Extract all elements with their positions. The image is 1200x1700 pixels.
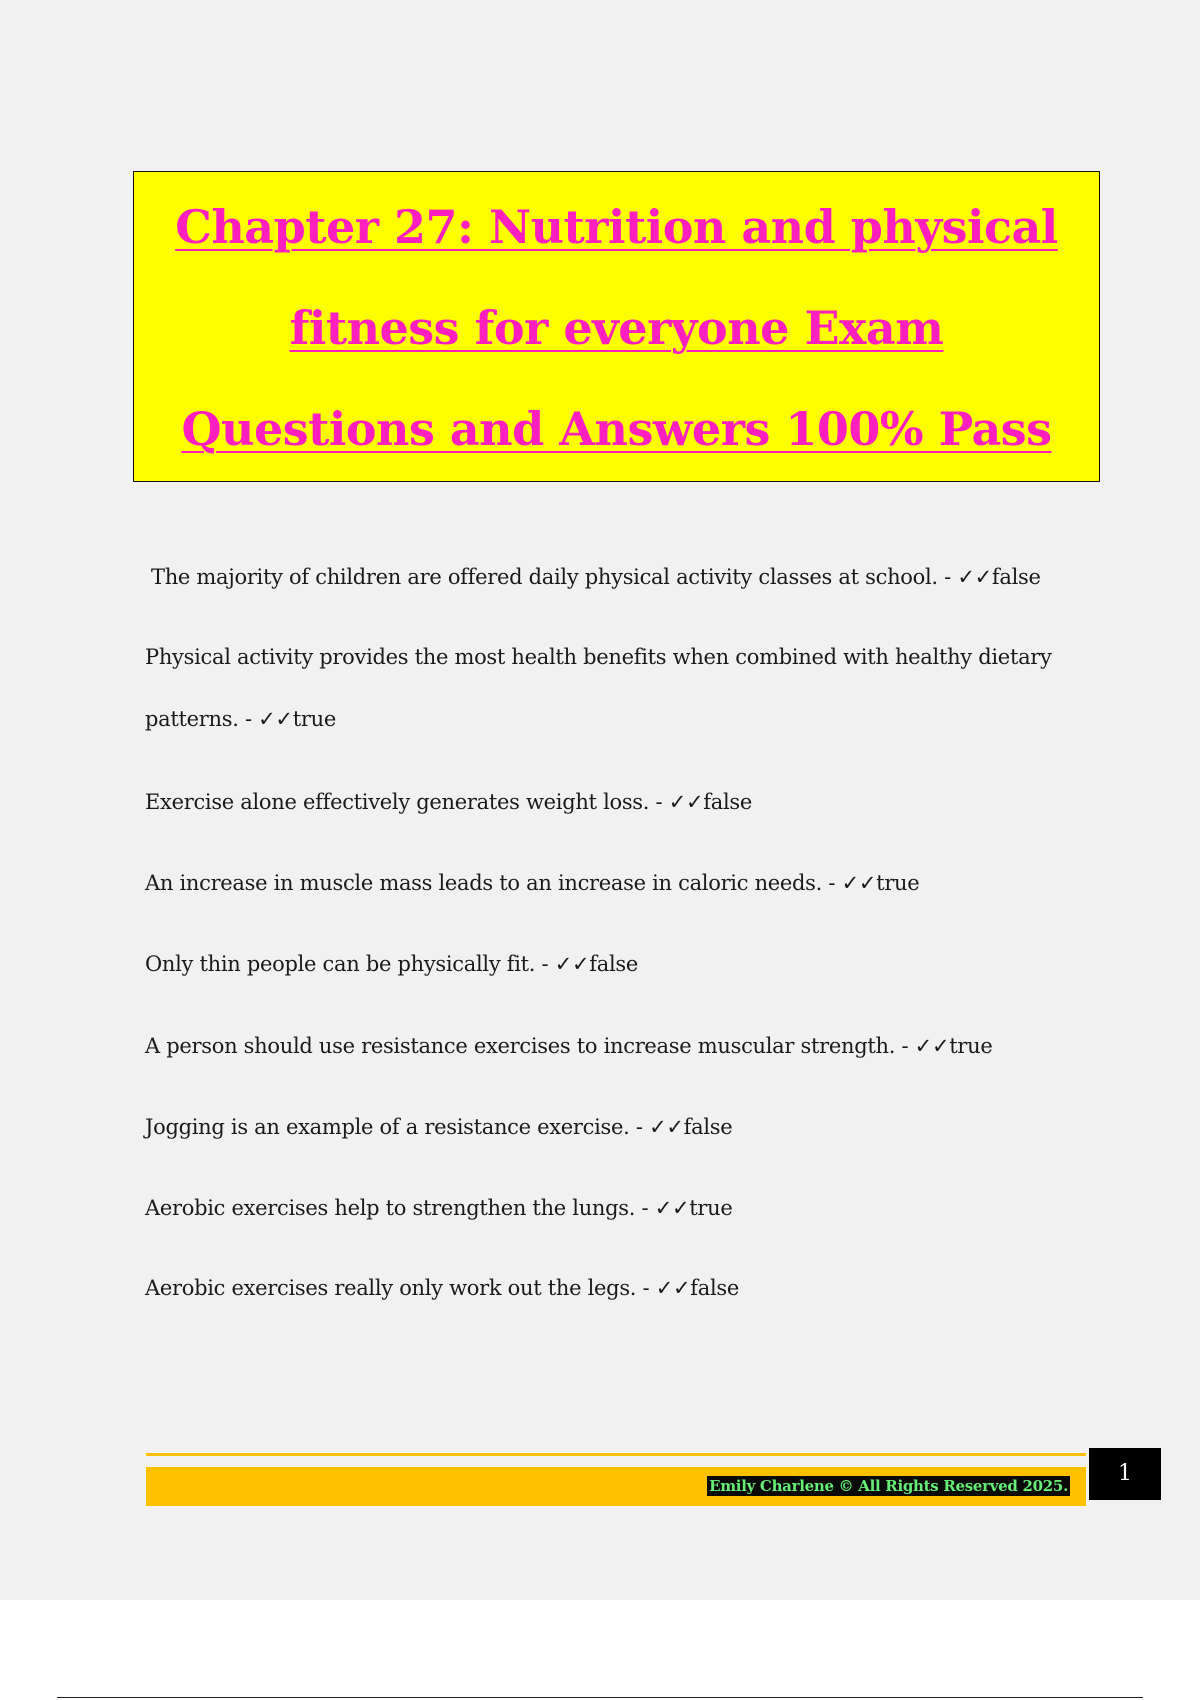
- title-box: [133, 171, 1100, 482]
- question-item-4: An increase in muscle mass leads to an increase in caloric needs. - ✓✓true: [145, 871, 920, 895]
- question-item-6: A person should use resistance exercises to increase muscular strength. - ✓✓true: [145, 1034, 993, 1058]
- question-item-7: Jogging is an example of a resistance exercise. - ✓✓false: [145, 1115, 733, 1139]
- question-item-1: The majority of children are offered daily physical activity classes at school. - ✓✓false: [151, 565, 1041, 589]
- title-line-2: fitness for everyone Exam: [289, 301, 944, 355]
- footer-rule: [146, 1453, 1086, 1456]
- title-line-1: Chapter 27: Nutrition and physical: [175, 200, 1058, 254]
- question-item-2: Physical activity provides the most health benefits when combined with healthy dietary patterns. - ✓✓true: [145, 645, 1052, 731]
- footer-copyright: Emily Charlene © All Rights Reserved 2025.: [709, 1477, 1068, 1495]
- question-item-8: Aerobic exercises help to strengthen the lungs. - ✓✓true: [145, 1196, 733, 1220]
- question-item-5: Only thin people can be physically fit. - ✓✓false: [145, 952, 639, 976]
- bottom-divider: [57, 1697, 1143, 1698]
- footer-bar: [146, 1467, 1086, 1506]
- page-number: 1: [1089, 1448, 1161, 1500]
- question-item-3: Exercise alone effectively generates weight loss. - ✓✓false: [145, 790, 753, 814]
- question-item-9: Aerobic exercises really only work out the legs. - ✓✓false: [145, 1276, 740, 1300]
- title-line-3: Questions and Answers 100% Pass: [181, 402, 1052, 456]
